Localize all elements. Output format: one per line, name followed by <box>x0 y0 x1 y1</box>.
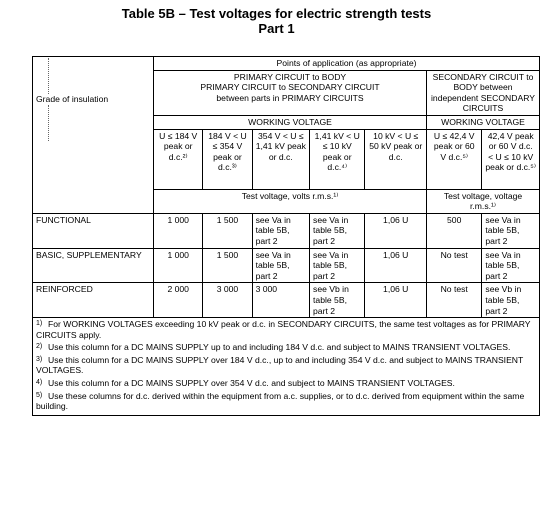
footnote-key: 3) <box>36 355 43 363</box>
table-subtitle: Part 1 <box>258 21 295 36</box>
working-voltage-header-primary: WORKING VOLTAGE <box>154 115 427 129</box>
grade-header-cell <box>33 57 154 214</box>
table-cell: 3 000 <box>203 283 252 318</box>
table-cell: see Va in table 5B, part 2 <box>310 248 365 283</box>
table-cell: see Va in table 5B, part 2 <box>482 213 540 248</box>
dotted-rule <box>48 105 150 141</box>
footnote <box>36 355 536 376</box>
table-cell: see Va in table 5B, part 2 <box>482 248 540 283</box>
footnotes <box>33 318 540 416</box>
footnote <box>36 391 536 412</box>
test-voltage-header-primary: Test voltage, volts r.m.s.¹⁾ <box>154 189 427 213</box>
table-cell: 1 500 <box>203 213 252 248</box>
test-voltage-table <box>32 56 540 416</box>
working-voltage-header-secondary: WORKING VOLTAGE <box>427 115 540 129</box>
table-cell: see Va in table 5B, part 2 <box>252 213 309 248</box>
column-header: 354 V < U ≤ 1,41 kV peak or d.c. <box>252 129 309 189</box>
table-cell: 1,06 U <box>365 213 427 248</box>
points-of-application-header: Points of application (as appropriate) <box>154 57 540 71</box>
column-header: U ≤ 184 V peak or d.c.²⁾ <box>154 129 203 189</box>
footnote-text: For WORKING VOLTAGES exceeding 10 kV peak or d.c. in SECONDARY CIRCUITS, the same test voltages as for PRIMARY CIRCUITS apply. <box>36 319 531 340</box>
footnote <box>36 342 536 353</box>
table-cell: see Va in table 5B, part 2 <box>310 213 365 248</box>
secondary-circuit-header: SECONDARY CIRCUIT to BODY between independent SECONDARY CIRCUITS <box>427 70 540 115</box>
table-cell: 3 000 <box>252 283 309 318</box>
table-cell: 1,06 U <box>365 248 427 283</box>
table-cell: 500 <box>427 213 482 248</box>
grade-header: Grade of insulation <box>36 94 109 104</box>
table-cell: see Vb in table 5B, part 2 <box>310 283 365 318</box>
grade-cell: REINFORCED <box>33 283 154 318</box>
column-header: 184 V < U ≤ 354 V peak or d.c.³⁾ <box>203 129 252 189</box>
table-cell: see Va in table 5B, part 2 <box>252 248 309 283</box>
table-cell: 1 000 <box>154 213 203 248</box>
column-header: 42,4 V peak or 60 V d.c. < U ≤ 10 kV peak or d.c.⁵⁾ <box>482 129 540 189</box>
table-row <box>33 213 540 248</box>
footnote-key: 5) <box>36 391 43 399</box>
dotted-rule <box>48 58 150 94</box>
table-title: Table 5B – Test voltages for electric strength tests <box>121 6 432 21</box>
grade-cell: FUNCTIONAL <box>33 213 154 248</box>
footnote-text: Use this column for a DC MAINS SUPPLY over 184 V d.c., up to and including 354 V d.c. and subject to MAINS TRANSIENT VOLTAGES. <box>36 354 524 376</box>
test-voltage-header-secondary: Test voltage, voltage r.m.s.¹⁾ <box>427 189 540 213</box>
table-cell: 1 000 <box>154 248 203 283</box>
footnote-text: Use this column for a DC MAINS SUPPLY up to and including 184 V d.c. and subject to MAINS TRANSIENT VOLTAGES. <box>48 342 511 353</box>
footnote-key: 2) <box>36 343 43 351</box>
footnote <box>36 378 536 389</box>
footnote <box>36 319 536 340</box>
footnote-key: 1) <box>36 320 43 328</box>
footnote-key: 4) <box>36 379 43 387</box>
table-cell: No test <box>427 283 482 318</box>
column-header: 10 kV < U ≤ 50 kV peak or d.c. <box>365 129 427 189</box>
column-header: 1,41 kV < U ≤ 10 kV peak or d.c.⁴⁾ <box>310 129 365 189</box>
grade-cell: BASIC, SUPPLEMENTARY <box>33 248 154 283</box>
table-row <box>33 248 540 283</box>
table-cell: 2 000 <box>154 283 203 318</box>
primary-circuit-header: PRIMARY CIRCUIT to BODY PRIMARY CIRCUIT to SECONDARY CIRCUIT between parts in PRIMARY CIRCUITS <box>154 70 427 115</box>
table-cell: see Vb in table 5B, part 2 <box>482 283 540 318</box>
column-header: U ≤ 42,4 V peak or 60 V d.c.⁵⁾ <box>427 129 482 189</box>
footnote-text: Use these columns for d.c. derived within the equipment from a.c. supplies, or to d.c. derived from equipment within the same building. <box>36 390 525 412</box>
table-cell: 1,06 U <box>365 283 427 318</box>
table-cell: No test <box>427 248 482 283</box>
table-row <box>33 283 540 318</box>
table-cell: 1 500 <box>203 248 252 283</box>
footnote-text: Use this column for a DC MAINS SUPPLY over 354 V d.c. and subject to MAINS TRANSIENT VOLTAGES. <box>48 378 455 389</box>
